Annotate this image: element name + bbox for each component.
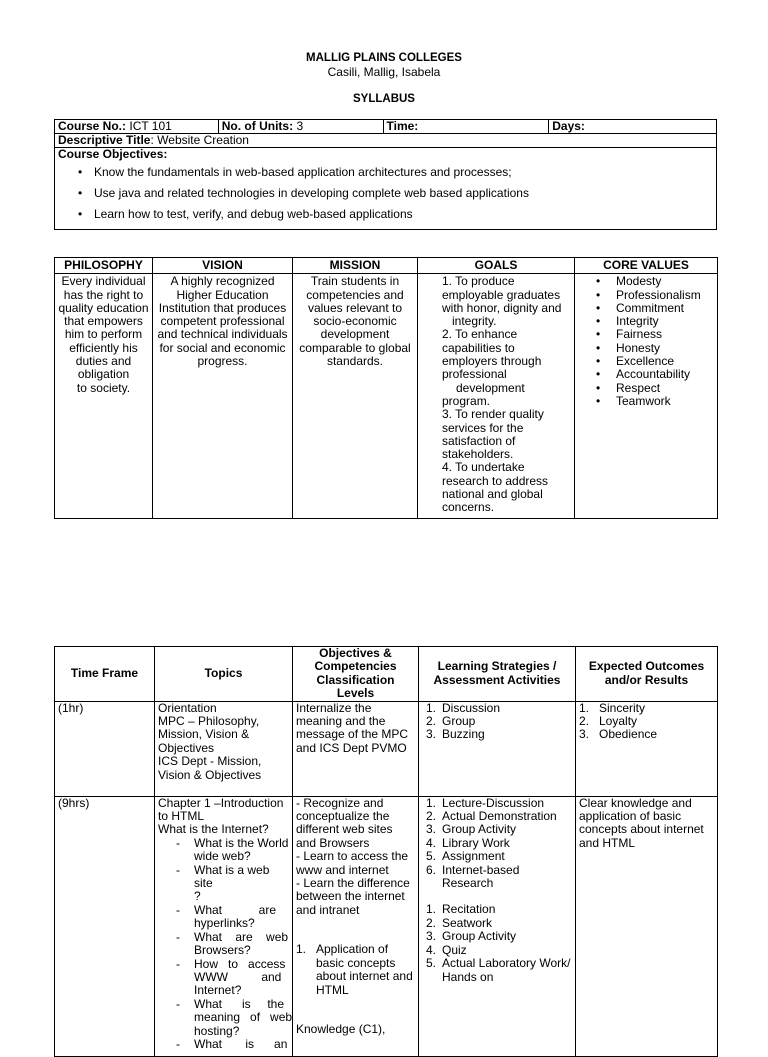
outcomes-list xyxy=(579,702,714,742)
outcome-line: concepts about internet xyxy=(579,822,704,837)
subtopic-line: Internet? xyxy=(194,983,242,998)
goals-line: research to address xyxy=(442,473,549,488)
strategy-text: Group xyxy=(442,714,476,729)
goals-line: with honor, dignity and xyxy=(442,300,562,315)
objective-line: HTML xyxy=(316,982,349,997)
outcome-line: and HTML xyxy=(579,835,636,850)
subtopic-list xyxy=(158,835,293,1052)
course-objectives-list xyxy=(58,166,713,221)
objective-line: Internalize the xyxy=(296,700,372,715)
document-title: SYLLABUS xyxy=(353,93,415,105)
goals-line: services for the xyxy=(442,420,524,435)
assessment-item: 3. Group Activity xyxy=(426,929,517,944)
pvmgo-content-row xyxy=(55,274,718,518)
subtopic-line: hosting? xyxy=(194,1023,240,1038)
core-value-item: • Fairness xyxy=(596,328,714,341)
core-value-item: • Integrity xyxy=(596,315,714,328)
time-label: Time: xyxy=(386,119,419,133)
philosophy-line: Every individual xyxy=(61,274,146,289)
outcome-text: Sincerity xyxy=(599,700,646,715)
outcome-item: 3. Obedience xyxy=(579,727,658,742)
goals-line: stakeholders. xyxy=(442,447,514,462)
strategy-text: Library Work xyxy=(442,835,510,850)
subtopic-line: WWW and xyxy=(194,969,282,984)
subtopic-line: - What is the xyxy=(194,996,285,1011)
topic-line: Chapter 1 –Introduction xyxy=(158,795,284,810)
subtopic-item xyxy=(158,958,289,998)
objective-line: and intranet xyxy=(296,902,360,917)
philosophy-line: has the right to xyxy=(63,287,144,302)
subtopic-line: meaning of web xyxy=(194,1010,293,1025)
objective-line: www and internet xyxy=(296,862,389,877)
outcomes-cell xyxy=(576,796,718,1056)
core-value-item: • Respect xyxy=(596,382,714,395)
core-value-item: • Accountability xyxy=(596,368,714,381)
subtopic-line: wide web? xyxy=(194,849,251,864)
goals-line: employers through xyxy=(442,354,542,369)
units-value: 3 xyxy=(296,119,304,133)
strategy-item: 2. Group xyxy=(426,714,476,729)
core-value-item: • Excellence xyxy=(596,355,714,368)
mission-header: MISSION xyxy=(293,258,418,274)
mission-line: competencies and xyxy=(306,287,404,302)
course-info-table xyxy=(54,119,717,230)
application-number: 1. xyxy=(296,942,307,957)
outcome-item: 2. Loyalty xyxy=(579,714,638,729)
mission-cell xyxy=(293,274,418,518)
objective-line: and Browsers xyxy=(296,835,370,850)
core-values-list xyxy=(578,275,714,408)
mission-line: development xyxy=(320,327,390,342)
strategy-item: 3. Buzzing xyxy=(426,727,485,742)
pvmgo-table xyxy=(54,257,718,519)
topic-line: Objectives xyxy=(158,740,215,755)
objective-line: Application of xyxy=(316,942,389,957)
philosophy-line: him to perform xyxy=(64,327,143,342)
time-frame-cell: (9hrs) xyxy=(55,796,155,1056)
strategies-cell xyxy=(419,701,576,796)
vision-cell xyxy=(153,274,293,518)
application-objective xyxy=(296,943,415,997)
subtopic-line: - What are xyxy=(194,902,277,917)
core-value-item: • Commitment xyxy=(596,302,714,315)
assessment-list xyxy=(422,903,572,983)
goals-line: 3. To render quality xyxy=(442,407,544,422)
topics-header: Topics xyxy=(155,647,293,702)
objective-item: • Use java and related technologies in developing complete web based applications xyxy=(94,187,713,200)
descriptive-title-label: Descriptive Title xyxy=(58,133,151,147)
syllabus-header-row xyxy=(55,647,718,702)
goals-line: satisfaction of xyxy=(442,433,516,448)
course-objectives-cell xyxy=(55,148,717,230)
subtopic-line: - How to access xyxy=(194,956,286,971)
days-cell xyxy=(549,120,717,134)
goals-line: program. xyxy=(442,393,491,408)
assessment-text: Actual Laboratory Work/ Hands on xyxy=(442,956,571,984)
syllabus-row xyxy=(55,796,718,1056)
topic-line: Vision & Objectives xyxy=(158,767,262,782)
objective-line: about internet and xyxy=(316,969,413,984)
vision-line: competent professional xyxy=(160,314,285,329)
philosophy-header: PHILOSOPHY xyxy=(55,258,153,274)
vision-line: Higher Education xyxy=(176,287,269,302)
goals-line: 1. To produce xyxy=(442,274,515,289)
objective-line: message of the MPC xyxy=(296,727,409,742)
objective-line: basic concepts xyxy=(316,955,396,970)
strategy-item: 6. Internet-based Research xyxy=(426,862,520,891)
objectives-header: Objectives & Competencies Classification Levels xyxy=(293,647,419,702)
subtopic-line: - What are web xyxy=(194,929,289,944)
core-values-header: CORE VALUES xyxy=(575,258,718,274)
mission-line: standards. xyxy=(326,354,384,369)
philosophy-line: efficiently his xyxy=(69,340,138,355)
subtopic-item xyxy=(158,931,289,958)
objective-line: between the internet xyxy=(296,889,405,904)
course-no-label: Course No.: xyxy=(58,119,127,133)
goals-line: 2. To enhance xyxy=(442,327,518,342)
spacer xyxy=(296,1010,415,1023)
goals-cell xyxy=(418,274,575,518)
subtopic-line: - What is a web site xyxy=(194,862,270,891)
time-cell xyxy=(383,120,549,134)
college-address: Casili, Mallig, Isabela xyxy=(327,65,441,79)
goals-header: GOALS xyxy=(418,258,575,274)
assessment-item: 5. Actual Laboratory Work/ Hands on xyxy=(426,956,571,984)
units-label: No. of Units: xyxy=(221,119,294,133)
core-value-item: • Modesty xyxy=(596,275,714,288)
assessment-text: Group Activity xyxy=(442,929,517,944)
time-frame-header: Time Frame xyxy=(55,647,155,702)
strategy-text: Actual Demonstration xyxy=(442,809,557,824)
descriptive-title-value: Website Creation xyxy=(157,133,249,147)
goals-line: integrity. xyxy=(452,314,497,329)
strategy-item: 5. Assignment xyxy=(426,849,505,864)
course-objectives-label: Course Objectives: xyxy=(58,147,168,161)
assessment-item: 2. Seatwork xyxy=(426,915,493,930)
outcome-text: Obedience xyxy=(599,727,658,742)
assessment-text: Recitation xyxy=(442,902,496,917)
syllabus-table xyxy=(54,646,718,1057)
mission-line: socio-economic xyxy=(313,314,397,329)
strategy-text: Discussion xyxy=(442,700,501,715)
subtopic-line: ? xyxy=(194,889,201,904)
strategy-item: 1. Lecture-Discussion xyxy=(426,795,545,810)
objective-line: conceptualize the xyxy=(296,809,390,824)
strategy-text: Internet-based Research xyxy=(442,862,520,891)
descriptive-title-cell: Descriptive Title: Website Creation xyxy=(55,134,717,148)
objective-line: meaning and the xyxy=(296,714,386,729)
topic-line: What is the Internet? xyxy=(158,822,269,837)
syllabus-row xyxy=(55,701,718,796)
vision-line: A highly recognized xyxy=(170,274,275,289)
subtopic-line: - What is the World xyxy=(194,835,289,850)
topics-cell xyxy=(155,701,293,796)
strategies-list xyxy=(422,702,572,742)
core-values-cell xyxy=(575,274,718,518)
objective-line: - Recognize and xyxy=(296,795,384,810)
vision-line: for social and economic xyxy=(159,340,286,355)
goals-line: 4. To undertake xyxy=(442,460,525,475)
assessment-text: Seatwork xyxy=(442,915,493,930)
pvmgo-header-row xyxy=(55,258,718,274)
college-name: MALLIG PLAINS COLLEGES xyxy=(306,52,462,64)
strategy-item: 3. Group Activity xyxy=(426,822,517,837)
philosophy-line: duties and xyxy=(75,354,132,369)
days-label: Days: xyxy=(552,119,585,133)
subtopic-item xyxy=(158,864,289,904)
strategy-text: Buzzing xyxy=(442,727,485,742)
vision-line: progress. xyxy=(197,354,248,369)
spacer xyxy=(296,997,415,1010)
topic-line: Mission, Vision & xyxy=(158,727,250,742)
goals-line: professional xyxy=(442,367,507,382)
outcome-line: application of basic xyxy=(579,809,682,824)
philosophy-line: that empowers xyxy=(64,314,143,329)
topic-line: Orientation xyxy=(158,700,217,715)
objective-line: - Learn to access the xyxy=(296,849,409,864)
outcomes-header: Expected Outcomes and/or Results xyxy=(576,647,718,702)
objective-line: different web sites xyxy=(296,822,393,837)
philosophy-cell xyxy=(55,274,153,518)
assessment-text: Quiz xyxy=(442,942,467,957)
strategies-cell xyxy=(419,796,576,1056)
vision-line: Institution that produces xyxy=(158,300,287,315)
subtopic-line: - What is an xyxy=(194,1036,288,1051)
objective-item: • Know the fundamentals in web-based application architectures and processes; xyxy=(94,166,713,179)
topic-line: to HTML xyxy=(158,809,205,824)
topic-line: ICS Dept - Mission, xyxy=(158,754,262,769)
subtopic-item xyxy=(158,837,289,864)
strategy-text: Assignment xyxy=(442,849,505,864)
philosophy-line: obligation xyxy=(77,367,130,382)
subtopic-item xyxy=(158,1038,289,1051)
mission-line: Train students in xyxy=(310,274,400,289)
goals-line: capabilities to xyxy=(442,340,515,355)
outcomes-cell xyxy=(576,701,718,796)
mission-line: comparable to global xyxy=(299,340,411,355)
outcome-item: 1. Sincerity xyxy=(579,700,646,715)
assessment-item: 1. Recitation xyxy=(426,902,496,917)
strategy-text: Lecture-Discussion xyxy=(442,795,545,810)
strategy-item: 2. Actual Demonstration xyxy=(426,809,557,824)
goals-line: development xyxy=(456,380,525,395)
course-no-cell xyxy=(55,120,219,134)
mission-line: values relevant to xyxy=(307,300,403,315)
spacer xyxy=(296,917,415,930)
subtopic-item xyxy=(158,904,289,931)
strategy-text: Group Activity xyxy=(442,822,517,837)
objective-line: - Learn the difference xyxy=(296,876,410,891)
outcome-text: Loyalty xyxy=(599,714,638,729)
objective-line: Knowledge (C1), xyxy=(296,1021,386,1036)
course-info-row xyxy=(55,120,717,134)
strategy-item: 4. Library Work xyxy=(426,835,510,850)
strategy-item: 1. Discussion xyxy=(426,700,501,715)
topics-cell xyxy=(155,796,293,1056)
course-objectives-row xyxy=(55,148,717,230)
philosophy-line: quality education xyxy=(58,300,149,315)
objective-item: • Learn how to test, verify, and debug web-based applications xyxy=(94,208,713,221)
goals-line: national and global xyxy=(442,487,543,502)
descriptive-title-row xyxy=(55,134,717,148)
core-value-item: • Honesty xyxy=(596,342,714,355)
vision-line: and technical individuals xyxy=(157,327,288,342)
vision-header: VISION xyxy=(153,258,293,274)
subtopic-item xyxy=(158,996,293,1038)
objectives-cell xyxy=(293,701,419,796)
units-cell xyxy=(218,120,383,134)
philosophy-line: to society. xyxy=(76,380,131,395)
goals-line: concerns. xyxy=(442,500,495,515)
outcome-line: Clear knowledge and xyxy=(579,795,692,810)
topic-line: MPC – Philosophy, xyxy=(158,714,260,729)
assessment-item: 4. Quiz xyxy=(426,942,467,957)
course-no-value: ICT 101 xyxy=(129,119,172,133)
strategies-list xyxy=(422,797,572,891)
strategies-header: Learning Strategies / Assessment Activities xyxy=(419,647,576,702)
objective-line: and ICS Dept PVMO xyxy=(296,740,407,755)
core-value-item: • Teamwork xyxy=(596,395,714,408)
objectives-cell xyxy=(293,796,419,1056)
subtopic-line: hyperlinks? xyxy=(194,916,255,931)
goals-line: employable graduates xyxy=(442,287,561,302)
core-value-item: • Professionalism xyxy=(596,289,714,302)
time-frame-cell: (1hr) xyxy=(55,701,155,796)
subtopic-line: Browsers? xyxy=(194,943,251,958)
